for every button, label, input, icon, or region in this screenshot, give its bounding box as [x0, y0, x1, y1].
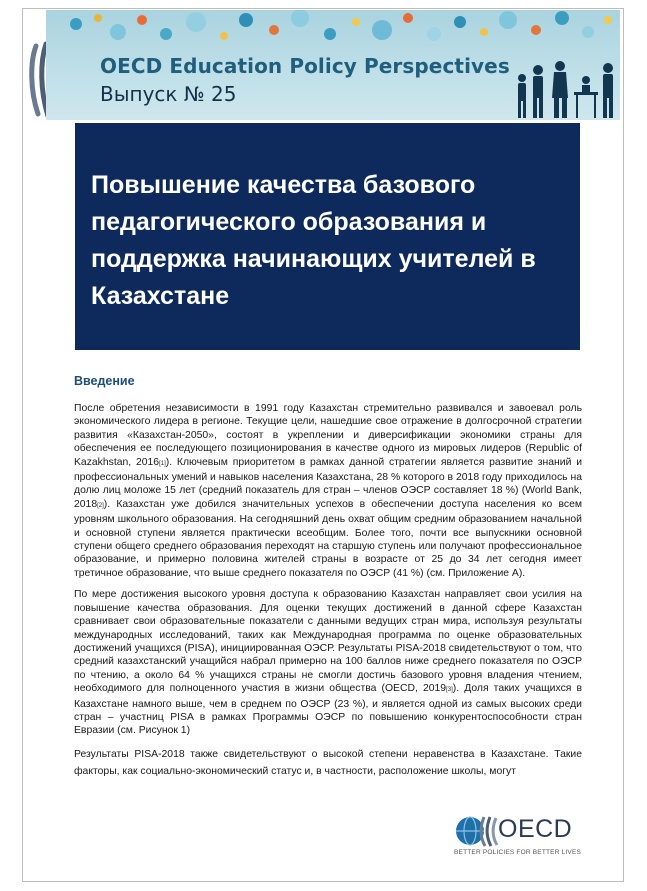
- paragraph-1-text-b: ). Ключевым приоритетом в рамках данной стратегии является развитие знаний и профессиональных умений и навыков населения Казахстана, 28 % которого в 2018 году приходилось на долю лиц моложе 15 лет (средний показатель для стран – членов ОЭСР составляет 18 %) (World Bank, 2018: [74, 456, 583, 510]
- reference-1[interactable]: [1]: [159, 460, 166, 467]
- header-banner: [46, 10, 620, 120]
- paragraph-2: [74, 588, 582, 737]
- paragraph-1: [74, 402, 582, 580]
- reference-2[interactable]: [2]: [97, 502, 104, 509]
- oecd-globe-icon: [454, 815, 498, 847]
- oecd-footer-logo: [452, 815, 582, 867]
- oecd-logo-text: OECD: [498, 815, 573, 843]
- issue-number: Выпуск № 25: [100, 82, 237, 106]
- paragraph-3: Результаты PISA-2018 также свидетельствуют о высокой степени неравенства в Казахстане. Такие факторы, как социально-экономический статус и, в частности, расположение школы, могут: [74, 748, 582, 777]
- paragraph-1-text-c: ). Казахстан уже добился значительных успехов в обеспечении доступа населения ко всем уровням школьного образования. На сегодняшний день охват общим средним образованием начальной и основной ступени является практически всеобщим. Более того, почти все выпускники основной ступени общего среднего образования переходят на старшую ступень или получают профессиональное образование, и примерно половина жителей страны в возрасте от 25 до 34 лет сегодня имеет третичное образование, что выше среднего показателя по ОЭСР (41 %) (см. Приложение A).: [74, 498, 582, 579]
- title-block: [75, 123, 580, 350]
- people-silhouettes-icon: [512, 44, 620, 120]
- paragraph-1-text-a: После обретения независимости в 1991 году Казахстан стремительно развивался и завоевал роль экономического лидера в регионе. Текущие цели, нашедшие свое отражение в долгосрочной стратегии развития «Казахстан-2050», состоят в укреплении и диверсификации экономики страны для обеспечения ее последующего позиционирования в качестве одного из мировых лидеров (Republic of Kazakhstan, 2016: [74, 403, 582, 468]
- series-title: OECD Education Policy Perspectives: [100, 54, 510, 78]
- reference-3[interactable]: [3]: [446, 687, 453, 694]
- document-body: [74, 374, 582, 788]
- section-heading: Введение: [74, 374, 135, 388]
- document-title: Повышение качества базового педагогического образования и поддержка начинающих учителей в Казахстане: [91, 171, 536, 310]
- paragraph-2-text-b: ). Доля таких учащихся в Казахстане намного выше, чем в среднем по ОЭСР (23 %), и является одной из самых высоких среди стран – участниц PISA в рамках Программы ОЭСР по повышению конкурентоспособности стран Евразии (см. Рисунок 1): [74, 683, 583, 737]
- oecd-tagline: BETTER POLICIES FOR BETTER LIVES: [454, 849, 582, 856]
- paragraph-2-text-a: По мере достижения высокого уровня доступа к образованию Казахстан направляет свои усилия на повышение качества образования. Для оценки текущих достижений в данной сфере Казахстан сравнивает свои образовательные показатели с данными ведущих стран мира, используя результаты международных исследований, таких как Международная программа по оценке образовательных достижений учащихся (PISA), инициированная ОЭСР. Результаты PISA-2018 свидетельствуют о том, что средний казахстанский учащийся набрал примерно на 100 баллов ниже среднего показателя по ОЭСР по чтению, а около 64 % учащихся страны не смогли достичь базового уровня владения чтением, необходимого для полноценного участия в жизни общества (OECD, 2019: [74, 589, 582, 695]
